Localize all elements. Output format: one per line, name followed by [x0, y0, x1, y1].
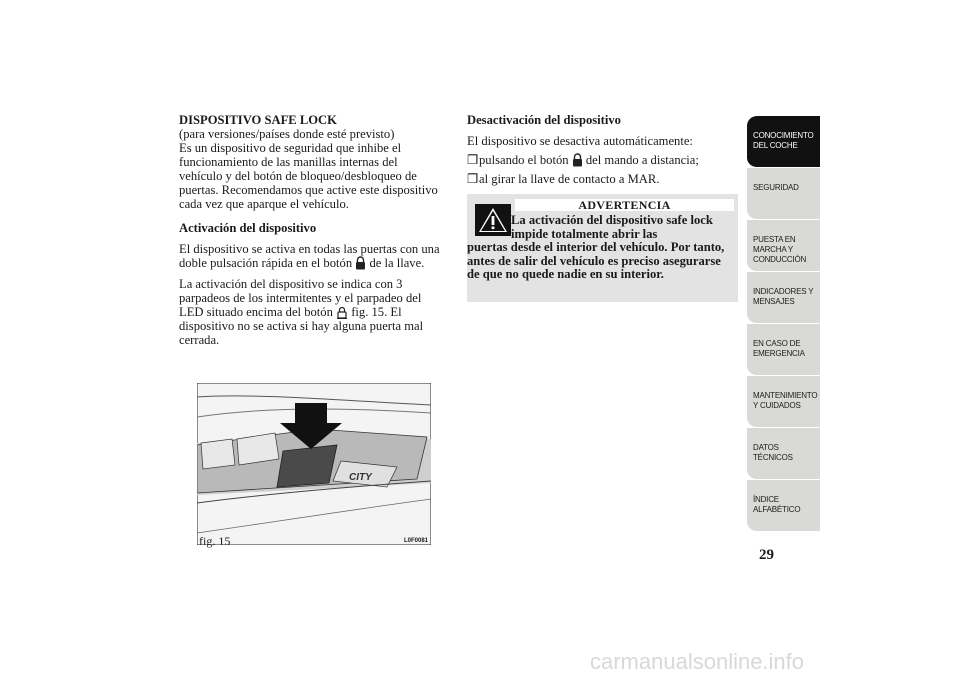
tab-seguridad[interactable]: SEGURIDAD [747, 168, 820, 220]
warning-text [467, 214, 733, 282]
intro-paragraph: Es un dispositivo de seguridad que inhibe el funcionamiento de las manillas internas del vehículo y del botón de bloqueo/desbloqueo de puertas. Recomendamos que active este dispositivo cada vez que aparque el vehículo. [179, 141, 438, 211]
tab-indicadores[interactable]: INDICADORES Y MENSAJES [747, 272, 820, 324]
tab-emergencia[interactable]: EN CASO DE EMERGENCIA [747, 324, 820, 376]
warning-label: ADVERTENCIA [515, 199, 734, 211]
bullet-item [467, 172, 737, 186]
activation-paragraph-1 [179, 242, 441, 270]
figure-code: L0F0081 [404, 538, 429, 544]
bullet-marker: ❒ [467, 153, 479, 167]
bullet-2-text: al girar la llave de contacto a MAR. [479, 172, 660, 186]
warning-text-rest: puertas desde el interior del vehículo. Por tanto, antes de salir del vehículo es preciso asegurarse de que no quede nadie en su interior. [467, 240, 725, 282]
lock-icon [572, 153, 583, 167]
watermark: carmanualsonline.info [590, 649, 805, 674]
page-number: 29 [759, 547, 774, 563]
led-text-a: La activación del dispositivo se indica con 3 parpadeos de los intermitentes y el parpadeo del LED situado encima del botón [179, 277, 422, 319]
activation-heading: Activación del dispositivo [179, 221, 317, 235]
bullet-marker: ❒ [467, 172, 479, 186]
warning-text-first: La activación del dispositivo safe lock impide totalmente abrir las [511, 213, 713, 241]
lock-icon [355, 256, 366, 270]
lock-remote-icon [336, 305, 348, 319]
right-column [467, 113, 737, 191]
deactivation-heading: Desactivación del dispositivo [467, 113, 621, 127]
left-column [179, 113, 441, 354]
figure-15-illustration [197, 383, 431, 545]
warning-box [467, 194, 738, 302]
bullet-item [467, 153, 737, 167]
figure-label: fig. 15 [199, 534, 231, 548]
deactivation-intro: El dispositivo se desactiva automáticamente: [467, 134, 693, 148]
tab-conocimiento[interactable]: CONOCIMIENTO DEL COCHE [747, 116, 820, 168]
activation-paragraph-2 [179, 277, 441, 347]
section-subtitle: (para versiones/países donde esté previsto) [179, 127, 395, 141]
tab-datos-tecnicos[interactable]: DATOS TÉCNICOS [747, 428, 820, 480]
section-title: DISPOSITIVO SAFE LOCK [179, 113, 337, 127]
bullet-1-text-b: del mando a distancia; [585, 153, 699, 167]
tab-mantenimiento[interactable]: MANTENIMIENTO Y CUIDADOS [747, 376, 820, 428]
bullet-1-text-a: pulsando el botón [479, 153, 569, 167]
led-text-b: fig. 15. El dispositivo no se activa si hay alguna puerta mal cerrada. [179, 305, 424, 347]
city-badge-text: CITY [349, 472, 372, 483]
chapter-tabs [747, 116, 820, 532]
tab-indice[interactable]: ÍNDICE ALFABÉTICO [747, 480, 820, 532]
activation-text-b: de la llave. [369, 256, 425, 270]
activation-text-a: El dispositivo se activa en todas las puertas con una doble pulsación rápida en el botón [179, 242, 440, 270]
tab-puesta-en-marcha[interactable]: PUESTA EN MARCHA Y CONDUCCIÓN [747, 220, 820, 272]
